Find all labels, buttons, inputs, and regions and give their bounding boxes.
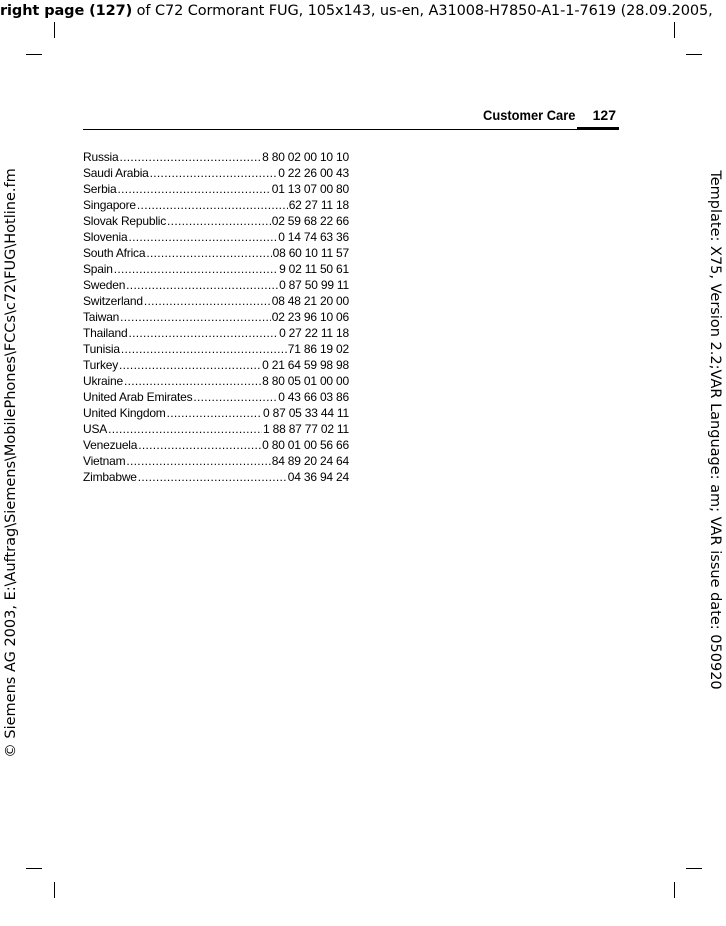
- crop-mark: [54, 882, 55, 898]
- dot-leader: [114, 261, 278, 277]
- hotline-country: Russia: [83, 150, 119, 164]
- dot-leader: [137, 197, 288, 213]
- dot-leader: [126, 277, 278, 293]
- crop-mark: [674, 22, 675, 38]
- hotline-row: [83, 373, 349, 389]
- hotline-country: Singapore: [83, 198, 136, 212]
- dot-leader: [121, 341, 287, 357]
- dot-leader: [138, 437, 261, 453]
- hotline-row: [83, 213, 349, 229]
- hotline-country: Slovak Republic: [83, 214, 167, 228]
- hotline-country: Ukraine: [83, 374, 123, 388]
- side-template-text: Template: X75, Version 2.2;VAR Language: am; VAR issue date: 050920: [707, 170, 723, 690]
- hotline-phone: 08 60 10 11 57: [272, 246, 349, 260]
- hotline-phone: 04 36 94 24: [287, 470, 349, 484]
- hotline-country: USA: [83, 422, 108, 436]
- hotline-phone: 0 87 50 99 11: [279, 278, 349, 292]
- hotline-row: [83, 293, 349, 309]
- dot-leader: [119, 357, 261, 373]
- hotline-country: Tunisia: [83, 342, 120, 356]
- hotline-row: [83, 453, 349, 469]
- print-header-info: of C72 Cormorant FUG, 105x143, us-en, A31008-H7850-A1-1-7619 (28.09.2005,: [132, 3, 713, 19]
- page-header: [83, 100, 619, 130]
- hotline-row: [83, 197, 349, 213]
- dot-leader: [167, 405, 262, 421]
- side-copyright: [0, 0, 22, 926]
- hotline-country: Thailand: [83, 326, 128, 340]
- hotline-country: Taiwan: [83, 310, 120, 324]
- hotline-row: [83, 341, 349, 357]
- hotline-phone: 0 14 74 63 36: [278, 230, 349, 244]
- hotline-phone: 0 27 22 11 18: [279, 326, 349, 340]
- hotline-country: Switzerland: [83, 294, 143, 308]
- hotline-phone: 62 27 11 18: [288, 198, 349, 212]
- hotline-row: [83, 245, 349, 261]
- hotline-country: Sweden: [83, 278, 126, 292]
- hotline-row: [83, 229, 349, 245]
- hotline-row: [83, 181, 349, 197]
- hotline-phone: 0 80 01 00 56 66: [262, 438, 349, 452]
- hotline-row: [83, 389, 349, 405]
- crop-mark: [686, 54, 702, 55]
- hotline-row: [83, 277, 349, 293]
- hotline-country: Turkey: [83, 358, 119, 372]
- crop-mark: [26, 868, 42, 869]
- dot-leader: [119, 149, 261, 165]
- hotline-phone: 02 23 96 10 06: [271, 310, 349, 324]
- page-number: 127: [592, 107, 616, 123]
- hotline-country: Vietnam: [83, 454, 126, 468]
- crop-mark: [26, 54, 42, 55]
- hotline-country: Slovenia: [83, 230, 128, 244]
- hotline-row: [83, 261, 349, 277]
- dot-leader: [138, 469, 287, 485]
- hotline-country: South Africa: [83, 246, 146, 260]
- hotline-row: [83, 309, 349, 325]
- hotline-row: [83, 469, 349, 485]
- side-copyright-text: © Siemens AG 2003, E:\Auftrag\Siemens\MobilePhones\FCCs\c72\FUG\Hotline.fm: [3, 168, 19, 758]
- hotline-row: [83, 437, 349, 453]
- hotline-row: [83, 421, 349, 437]
- hotline-phone: 0 87 05 33 44 11: [263, 406, 349, 420]
- hotline-phone: 02 59 68 22 66: [271, 214, 349, 228]
- hotline-phone: 8 80 05 01 00 00: [262, 374, 349, 388]
- dot-leader: [167, 213, 271, 229]
- hotline-country: Spain: [83, 262, 113, 276]
- dot-leader: [193, 389, 277, 405]
- dot-leader: [126, 453, 270, 469]
- dot-leader: [150, 165, 278, 181]
- dot-leader: [128, 325, 278, 341]
- hotline-phone: 01 13 07 00 80: [271, 182, 349, 196]
- hotline-phone: 08 48 21 20 00: [271, 294, 349, 308]
- page-title: Customer Care: [482, 107, 575, 123]
- hotline-country: Saudi Arabia: [83, 166, 149, 180]
- side-template-info: [704, 0, 726, 926]
- print-header: [0, 0, 726, 22]
- hotline-phone: 9 02 11 50 61: [279, 262, 349, 276]
- hotline-country: Zimbabwe: [83, 470, 137, 484]
- crop-mark: [686, 868, 702, 869]
- hotline-country: Serbia: [83, 182, 117, 196]
- dot-leader: [108, 421, 262, 437]
- hotline-phone: 0 43 66 03 86: [278, 390, 349, 404]
- hotline-phone: 0 21 64 59 98 98: [262, 358, 349, 372]
- hotline-row: [83, 165, 349, 181]
- dot-leader: [120, 309, 271, 325]
- crop-mark: [54, 22, 55, 38]
- hotline-country: United Kingdom: [83, 406, 166, 420]
- hotline-phone: 1 88 87 77 02 11: [263, 422, 349, 436]
- dot-leader: [118, 181, 271, 197]
- dot-leader: [144, 293, 271, 309]
- dot-leader: [124, 373, 261, 389]
- crop-mark: [674, 882, 675, 898]
- hotline-country: Venezuela: [83, 438, 138, 452]
- hotline-row: [83, 149, 349, 165]
- dot-leader: [146, 245, 271, 261]
- hotline-row: [83, 405, 349, 421]
- hotline-row: [83, 357, 349, 373]
- hotline-phone: 71 86 19 02: [287, 342, 349, 356]
- header-rule: [83, 129, 619, 130]
- hotline-phone: 0 22 26 00 43: [278, 166, 349, 180]
- hotline-list: [83, 149, 349, 485]
- dot-leader: [128, 229, 277, 245]
- hotline-phone: 8 80 02 00 10 10: [262, 150, 349, 164]
- print-header-page: right page (127): [0, 3, 133, 19]
- hotline-country: United Arab Emirates: [83, 390, 193, 404]
- hotline-row: [83, 325, 349, 341]
- hotline-phone: 84 89 20 24 64: [271, 454, 349, 468]
